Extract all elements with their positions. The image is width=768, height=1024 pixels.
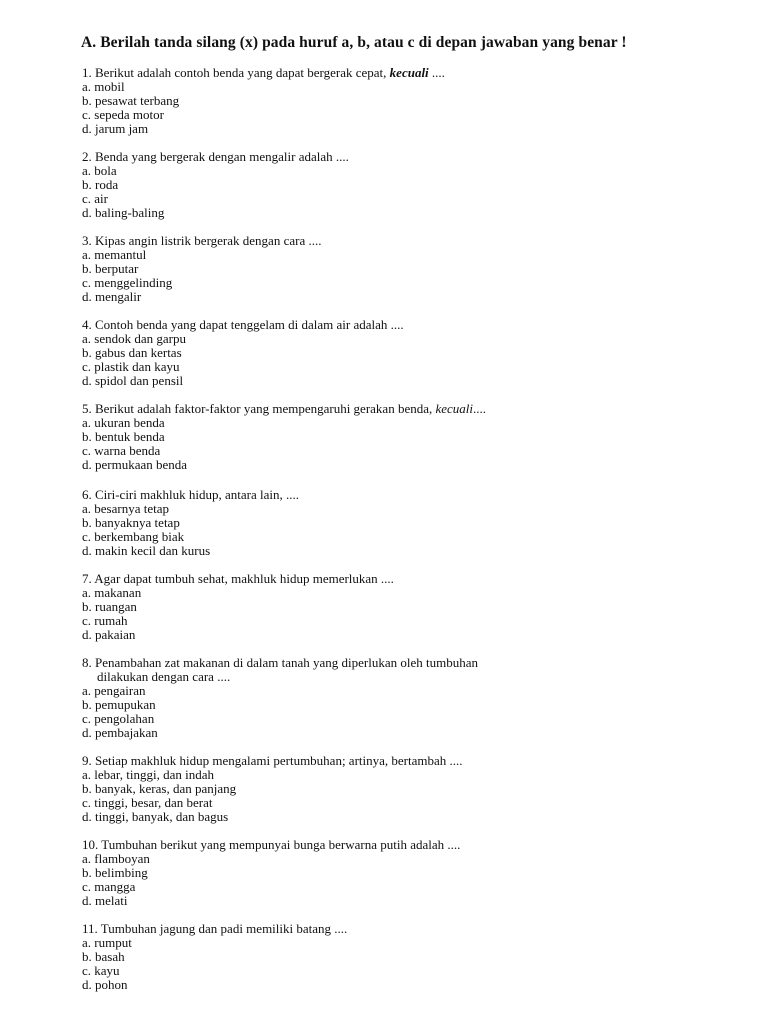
option-c: c. menggelinding: [82, 275, 173, 290]
question-text: 2. Benda yang bergerak dengan mengalir adalah ....: [82, 149, 349, 164]
option-b: b. ruangan: [82, 599, 137, 614]
option-b: b. gabus dan kertas: [82, 345, 182, 360]
option-a: a. memantul: [82, 247, 147, 262]
option-a: a. besarnya tetap: [82, 501, 169, 516]
question-8: [82, 656, 478, 740]
option-a: a. pengairan: [82, 683, 146, 698]
question-5: [82, 402, 486, 472]
question-text: 7. Agar dapat tumbuh sehat, makhluk hidup memerlukan ....: [82, 571, 394, 586]
option-b: b. roda: [82, 177, 119, 192]
option-b: b. basah: [82, 949, 125, 964]
option-d: d. melati: [82, 893, 128, 908]
option-d: d. makin kecil dan kurus: [82, 543, 211, 558]
option-a: a. rumput: [82, 935, 132, 950]
option-a: a. mobil: [82, 79, 125, 94]
option-a: a. lebar, tinggi, dan indah: [82, 767, 214, 782]
question-text: 6. Ciri-ciri makhluk hidup, antara lain, ....: [82, 487, 299, 502]
option-b: b. banyak, keras, dan panjang: [82, 781, 237, 796]
option-c: c. berkembang biak: [82, 529, 185, 544]
option-c: c. kayu: [82, 963, 120, 978]
option-a: a. flamboyan: [82, 851, 150, 866]
question-11: [82, 922, 347, 992]
question-text: 11. Tumbuhan jagung dan padi memiliki batang ....: [82, 921, 348, 936]
option-a: a. makanan: [82, 585, 142, 600]
question-text: 9. Setiap makhluk hidup mengalami pertumbuhan; artinya, bertambah ....: [82, 753, 463, 768]
instruction-heading: A. Berilah tanda silang (x) pada huruf a, b, atau c di depan jawaban yang benar !: [81, 34, 627, 51]
question-9: [82, 754, 463, 824]
question-3: [82, 234, 321, 304]
option-b: b. berputar: [82, 261, 139, 276]
option-c: c. pengolahan: [82, 711, 155, 726]
option-d: d. permukaan benda: [82, 457, 188, 472]
question-text: 1. Berikut adalah contoh benda yang dapat bergerak cepat, kecuali ....: [82, 65, 445, 80]
option-b: b. bentuk benda: [82, 429, 165, 444]
emphasis-kecuali: kecuali: [389, 65, 429, 80]
option-c: c. plastik dan kayu: [82, 359, 180, 374]
option-d: d. tinggi, banyak, dan bagus: [82, 809, 229, 824]
option-d: d. mengalir: [82, 289, 142, 304]
option-a: a. bola: [82, 163, 117, 178]
option-a: a. sendok dan garpu: [82, 331, 186, 346]
question-4: [82, 318, 404, 388]
question-10: [82, 838, 460, 908]
question-2: [82, 150, 349, 220]
option-c: c. air: [82, 191, 108, 206]
option-d: d. pohon: [82, 977, 128, 992]
option-b: b. banyaknya tetap: [82, 515, 180, 530]
question-text: 10. Tumbuhan berikut yang mempunyai bunga berwarna putih adalah ....: [82, 837, 461, 852]
question-text-continued: dilakukan dengan cara ....: [97, 669, 231, 684]
option-c: c. warna benda: [82, 443, 161, 458]
question-text: 3. Kipas angin listrik bergerak dengan cara ....: [82, 233, 322, 248]
option-c: c. sepeda motor: [82, 107, 164, 122]
question-text: 5. Berikut adalah faktor-faktor yang mempengaruhi gerakan benda, kecuali....: [82, 401, 487, 416]
question-6: [82, 488, 299, 558]
option-c: c. tinggi, besar, dan berat: [82, 795, 213, 810]
question-1: [82, 66, 445, 136]
option-c: c. rumah: [82, 613, 128, 628]
option-b: b. belimbing: [82, 865, 148, 880]
option-d: d. baling-baling: [82, 205, 165, 220]
option-c: c. mangga: [82, 879, 136, 894]
option-d: d. jarum jam: [82, 121, 149, 136]
option-a: a. ukuran benda: [82, 415, 165, 430]
option-d: d. pembajakan: [82, 725, 158, 740]
option-b: b. pesawat terbang: [82, 93, 180, 108]
question-7: [82, 572, 394, 642]
question-text: 4. Contoh benda yang dapat tenggelam di dalam air adalah ....: [82, 317, 404, 332]
option-d: d. pakaian: [82, 627, 136, 642]
option-d: d. spidol dan pensil: [82, 373, 184, 388]
emphasis-kecuali: kecuali: [435, 401, 474, 416]
question-text: 8. Penambahan zat makanan di dalam tanah yang diperlukan oleh tumbuhan: [82, 655, 479, 670]
option-b: b. pemupukan: [82, 697, 156, 712]
